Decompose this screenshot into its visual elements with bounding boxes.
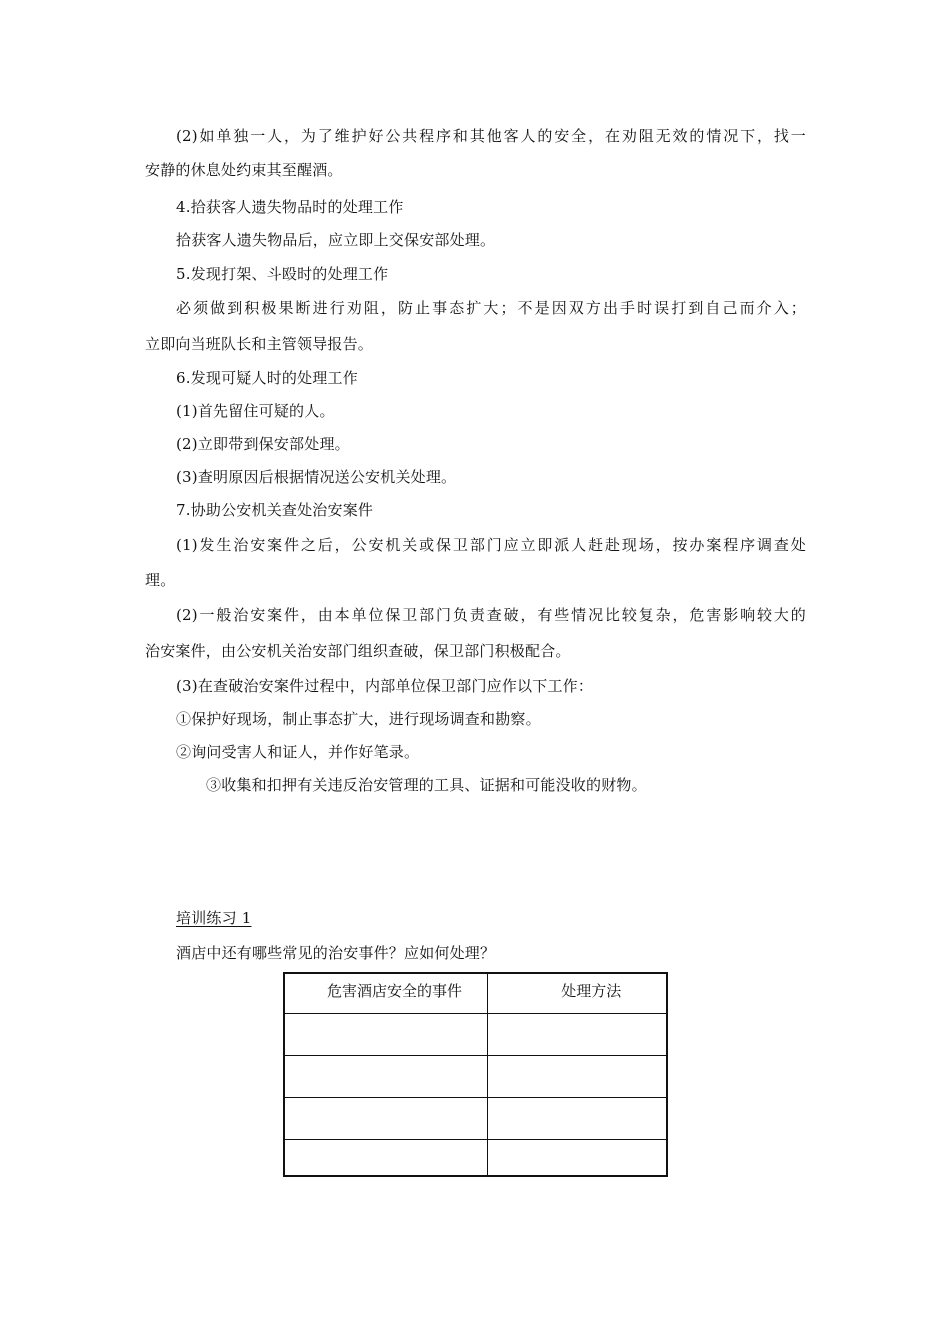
paragraph-line: 安静的休息处约束其至醒酒。 bbox=[145, 161, 343, 179]
table-cell[interactable] bbox=[284, 1139, 488, 1176]
paragraph-line: 立即向当班队长和主管领导报告。 bbox=[145, 335, 374, 353]
list-item: ①保护好现场，制止事态扩大，进行现场调查和勘察。 bbox=[176, 710, 541, 728]
paragraph-line: (2)如单独一人，为了维护好公共程序和其他客人的安全，在劝阻无效的情况下，找一 bbox=[176, 127, 806, 145]
section-heading: 7.协助公安机关查处治安案件 bbox=[176, 501, 374, 519]
table-header-cell: 危害酒店安全的事件 bbox=[284, 973, 488, 1013]
table-cell[interactable] bbox=[488, 1097, 667, 1139]
table-cell[interactable] bbox=[284, 1055, 488, 1097]
table-row bbox=[284, 1097, 667, 1139]
table-header-cell: 处理方法 bbox=[488, 973, 667, 1013]
section-heading: 4.拾获客人遗失物品时的处理工作 bbox=[176, 198, 404, 216]
paragraph-line: (2)一般治安案件，由本单位保卫部门负责查破，有些情况比较复杂，危害影响较大的 bbox=[176, 606, 806, 624]
table-cell[interactable] bbox=[488, 1013, 667, 1055]
table-cell[interactable] bbox=[284, 1097, 488, 1139]
list-item: (2)立即带到保安部处理。 bbox=[176, 435, 350, 453]
list-item: (3)查明原因后根据情况送公安机关处理。 bbox=[176, 468, 457, 486]
paragraph-line: 必须做到积极果断进行劝阻，防止事态扩大；不是因双方出手时误打到自己而介入； bbox=[176, 299, 806, 317]
paragraph-line: (1)发生治安案件之后，公安机关或保卫部门应立即派人赶赴现场，按办案程序调查处 bbox=[176, 536, 806, 554]
table-row bbox=[284, 1139, 667, 1176]
list-item: ②询问受害人和证人，并作好笔录。 bbox=[176, 743, 420, 761]
paragraph-line: 治安案件，由公安机关治安部门组织查破，保卫部门积极配合。 bbox=[145, 642, 571, 660]
exercise-question: 酒店中还有哪些常见的治安事件？应如何处理？ bbox=[176, 944, 496, 962]
table-cell[interactable] bbox=[488, 1055, 667, 1097]
list-item: (1)首先留住可疑的人。 bbox=[176, 402, 335, 420]
table-cell[interactable] bbox=[284, 1013, 488, 1055]
exercise-title: 培训练习 1 bbox=[176, 909, 252, 927]
list-item: (3)在查破治安案件过程中，内部单位保卫部门应作以下工作： bbox=[176, 677, 594, 695]
table-header-row bbox=[284, 973, 667, 1013]
paragraph-line: 拾获客人遗失物品后，应立即上交保安部处理。 bbox=[176, 231, 496, 249]
exercise-table bbox=[283, 972, 668, 1177]
table-row bbox=[284, 1013, 667, 1055]
list-item: ③收集和扣押有关违反治安管理的工具、证据和可能没收的财物。 bbox=[206, 776, 647, 794]
section-heading: 5.发现打架、斗殴时的处理工作 bbox=[176, 265, 389, 283]
table-cell[interactable] bbox=[488, 1139, 667, 1176]
table-row bbox=[284, 1055, 667, 1097]
paragraph-line: 理。 bbox=[145, 571, 176, 589]
section-heading: 6.发现可疑人时的处理工作 bbox=[176, 369, 358, 387]
